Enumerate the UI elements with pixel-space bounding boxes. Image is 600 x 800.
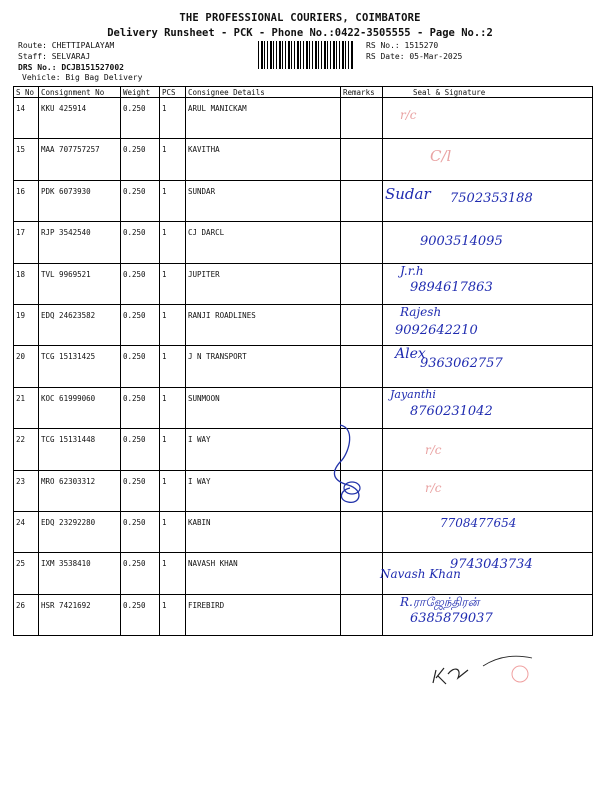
row-consignee: I WAY <box>186 471 341 511</box>
stamp-scribble <box>320 420 370 510</box>
row-pcs: 1 <box>160 222 186 262</box>
row-consignee: KAVITHA <box>186 139 341 179</box>
row-sno: 18 <box>14 264 39 304</box>
row-consignment: KOC 61999060 <box>39 388 121 428</box>
table-row <box>13 429 593 470</box>
row-sno: 14 <box>14 98 39 138</box>
row-consignment: EDQ 23292280 <box>39 512 121 552</box>
staff-label: Staff: SELVARAJ <box>18 52 91 61</box>
row-weight: 0.250 <box>121 471 160 511</box>
row-remarks <box>341 346 383 386</box>
row-weight: 0.250 <box>121 429 160 469</box>
row-consignee: CJ DARCL <box>186 222 341 262</box>
row-consignee: SUNDAR <box>186 181 341 221</box>
row-sno: 21 <box>14 388 39 428</box>
footer-signature <box>428 648 538 693</box>
row-consignment: MRO 62303312 <box>39 471 121 511</box>
row-consignee: JUPITER <box>186 264 341 304</box>
row-pcs: 1 <box>160 512 186 552</box>
row-signature <box>383 139 594 179</box>
row-remarks <box>341 512 383 552</box>
barcode <box>258 41 354 69</box>
handwritten-signature: r/c <box>400 108 417 122</box>
route-label: Route: CHETTIPALAYAM <box>18 41 115 50</box>
col-consignment: Consignment No <box>39 87 121 97</box>
table-row <box>13 222 593 263</box>
table-row <box>13 595 593 636</box>
col-remarks: Remarks <box>341 87 383 97</box>
row-sno: 24 <box>14 512 39 552</box>
row-sno: 19 <box>14 305 39 345</box>
handwritten-signature: 8760231042 <box>410 403 493 419</box>
table-row <box>13 264 593 305</box>
row-pcs: 1 <box>160 305 186 345</box>
row-pcs: 1 <box>160 346 186 386</box>
drs-number: DRS No.: DCJB151527002 <box>18 63 124 72</box>
row-pcs: 1 <box>160 98 186 138</box>
table-row <box>13 388 593 429</box>
row-remarks <box>341 139 383 179</box>
handwritten-signature: C/l <box>430 147 452 166</box>
row-consignee: NAVASH KHAN <box>186 553 341 593</box>
row-weight: 0.250 <box>121 595 160 635</box>
row-remarks <box>341 305 383 345</box>
row-consignment: TCG 15131448 <box>39 429 121 469</box>
row-pcs: 1 <box>160 471 186 511</box>
row-consignee: RANJI ROADLINES <box>186 305 341 345</box>
handwritten-signature: 7502353188 <box>450 190 533 206</box>
row-consignee: J N TRANSPORT <box>186 346 341 386</box>
rs-date: RS Date: 05-Mar-2025 <box>366 52 463 61</box>
row-consignee: KABIN <box>186 512 341 552</box>
handwritten-signature: 6385879037 <box>410 610 493 626</box>
row-consignee: ARUL MANICKAM <box>186 98 341 138</box>
row-consignment: TCG 15131425 <box>39 346 121 386</box>
row-pcs: 1 <box>160 181 186 221</box>
row-consignment: TVL 9969521 <box>39 264 121 304</box>
col-consignee: Consignee Details <box>186 87 341 97</box>
handwritten-signature: Alex <box>395 346 426 363</box>
row-consignment: PDK 6073930 <box>39 181 121 221</box>
table-row <box>13 305 593 346</box>
row-consignment: KKU 425914 <box>39 98 121 138</box>
handwritten-signature: 9363062757 <box>420 356 503 372</box>
handwritten-signature: r/c <box>425 443 442 458</box>
row-weight: 0.250 <box>121 388 160 428</box>
row-consignment: HSR 7421692 <box>39 595 121 635</box>
table-header <box>13 86 593 98</box>
row-sno: 22 <box>14 429 39 469</box>
row-signature <box>383 471 594 511</box>
row-pcs: 1 <box>160 264 186 304</box>
handwritten-signature: 9003514095 <box>420 234 503 250</box>
table-row <box>13 139 593 180</box>
row-pcs: 1 <box>160 388 186 428</box>
row-remarks <box>341 595 383 635</box>
row-consignee: FIREBIRD <box>186 595 341 635</box>
row-signature <box>383 429 594 469</box>
row-consignee: I WAY <box>186 429 341 469</box>
row-pcs: 1 <box>160 595 186 635</box>
handwritten-signature: Rajesh <box>400 305 442 319</box>
table-row <box>13 98 593 139</box>
handwritten-signature: r/c <box>425 480 442 495</box>
row-weight: 0.250 <box>121 98 160 138</box>
row-sno: 20 <box>14 346 39 386</box>
row-consignment: EDQ 24623582 <box>39 305 121 345</box>
row-remarks <box>341 553 383 593</box>
vehicle-label: Vehicle: Big Bag Delivery <box>22 73 143 82</box>
handwritten-signature: J.r.h <box>400 263 424 278</box>
row-remarks <box>341 264 383 304</box>
row-weight: 0.250 <box>121 305 160 345</box>
row-weight: 0.250 <box>121 222 160 262</box>
row-consignment: RJP 3542540 <box>39 222 121 262</box>
handwritten-signature: 9092642210 <box>395 323 478 338</box>
handwritten-signature: 7708477654 <box>440 516 517 530</box>
row-sno: 25 <box>14 553 39 593</box>
row-consignment: IXM 3538410 <box>39 553 121 593</box>
row-sno: 16 <box>14 181 39 221</box>
handwritten-signature: Navash Khan <box>380 567 461 582</box>
row-remarks <box>341 98 383 138</box>
row-pcs: 1 <box>160 139 186 179</box>
row-remarks <box>341 222 383 262</box>
handwritten-signature: Sudar <box>385 184 431 203</box>
row-weight: 0.250 <box>121 553 160 593</box>
row-weight: 0.250 <box>121 181 160 221</box>
col-signature: Seal & Signature <box>413 88 486 97</box>
row-pcs: 1 <box>160 429 186 469</box>
handwritten-signature: R.ராஜேந்திரன் <box>400 594 480 609</box>
handwritten-signature: 9894617863 <box>410 279 493 295</box>
col-sno: S No <box>14 87 39 97</box>
row-pcs: 1 <box>160 553 186 593</box>
handwritten-signature: 9743043734 <box>450 557 533 573</box>
company-title: THE PROFESSIONAL COURIERS, COIMBATORE <box>179 12 421 24</box>
col-weight: Weight <box>121 87 160 97</box>
row-weight: 0.250 <box>121 139 160 179</box>
row-sno: 15 <box>14 139 39 179</box>
row-sno: 23 <box>14 471 39 511</box>
handwritten-signature: Jayanthi <box>390 387 436 401</box>
row-consignee: SUNMOON <box>186 388 341 428</box>
row-remarks <box>341 181 383 221</box>
row-weight: 0.250 <box>121 346 160 386</box>
col-pcs: PCS <box>160 87 186 97</box>
table-row <box>13 346 593 387</box>
rs-number: RS No.: 1515270 <box>366 41 439 50</box>
table-row <box>13 471 593 512</box>
row-weight: 0.250 <box>121 512 160 552</box>
row-sno: 26 <box>14 595 39 635</box>
row-weight: 0.250 <box>121 264 160 304</box>
row-consignment: MAA 707757257 <box>39 139 121 179</box>
row-sno: 17 <box>14 222 39 262</box>
runsheet-subtitle: Delivery Runsheet - PCK - Phone No.:0422-3505555 - Page No.:2 <box>107 27 493 39</box>
